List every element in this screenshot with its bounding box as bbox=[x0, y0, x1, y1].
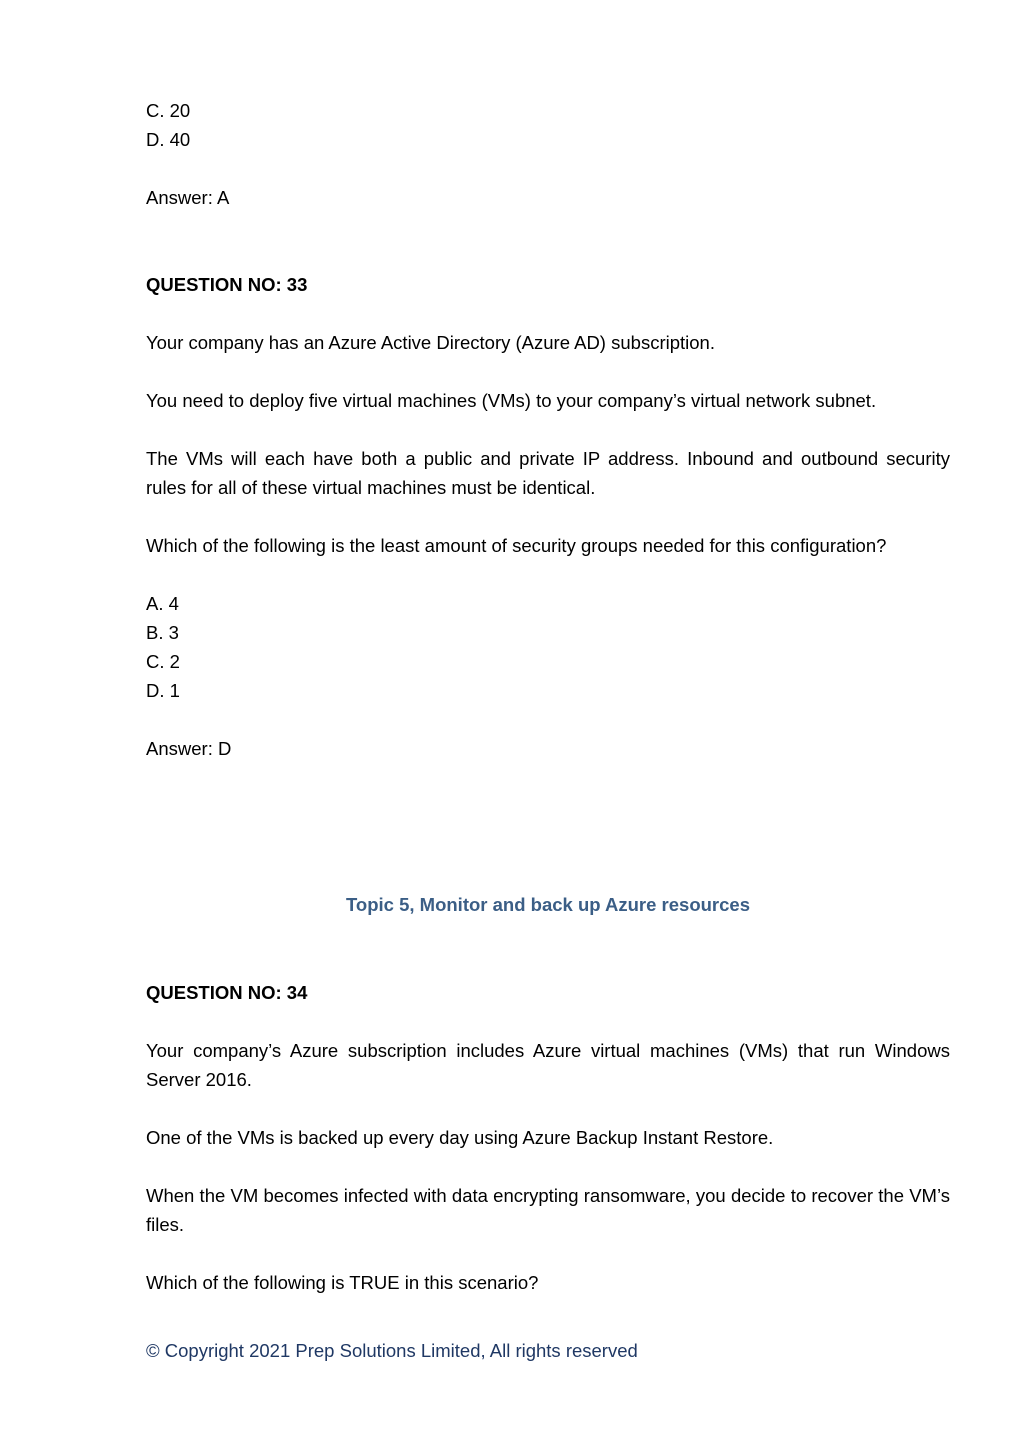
question-paragraph: One of the VMs is backed up every day using Azure Backup Instant Restore. bbox=[146, 1127, 774, 1148]
question-heading: QUESTION NO: 33 bbox=[146, 274, 308, 295]
question-heading: QUESTION NO: 34 bbox=[146, 982, 308, 1003]
topic-heading: Topic 5, Monitor and back up Azure resources bbox=[346, 894, 750, 915]
copyright-footer: © Copyright 2021 Prep Solutions Limited, All rights reserved bbox=[146, 1340, 638, 1361]
question-paragraph: Your company has an Azure Active Directory (Azure AD) subscription. bbox=[146, 332, 715, 353]
document-page bbox=[146, 0, 950, 1448]
question-paragraph: Which of the following is TRUE in this scenario? bbox=[146, 1272, 539, 1293]
answer-text: Answer: D bbox=[146, 738, 232, 759]
question-paragraph: You need to deploy five virtual machines (VMs) to your company’s virtual network subnet. bbox=[146, 390, 877, 411]
option-a: A. 4 bbox=[146, 593, 179, 614]
option-d: D. 1 bbox=[146, 680, 180, 701]
option-c: C. 20 bbox=[146, 100, 191, 121]
option-d: D. 40 bbox=[146, 129, 191, 150]
question-paragraph: Your company’s Azure subscription includes Azure virtual machines (VMs) that run Windows Server 2016. bbox=[146, 1040, 950, 1090]
answer-text: Answer: A bbox=[146, 187, 230, 208]
option-c: C. 2 bbox=[146, 651, 180, 672]
question-paragraph: Which of the following is the least amount of security groups needed for this configuration? bbox=[146, 535, 887, 556]
question-paragraph: The VMs will each have both a public and private IP address. Inbound and outbound security rules for all of these virtual machines must be identical. bbox=[146, 448, 950, 498]
question-paragraph: When the VM becomes infected with data encrypting ransomware, you decide to recover the VM’s files. bbox=[146, 1185, 950, 1235]
option-b: B. 3 bbox=[146, 622, 179, 643]
